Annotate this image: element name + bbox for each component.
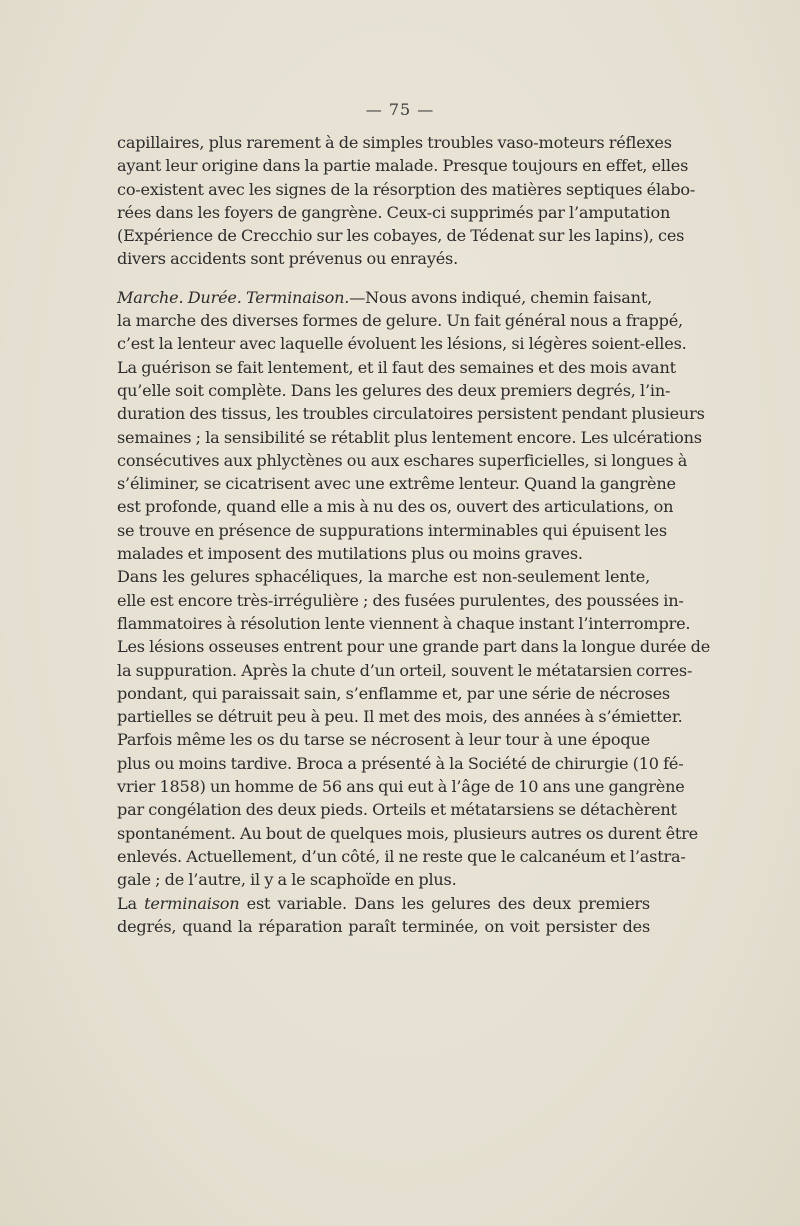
text-line: consécutives aux phlyctènes ou aux eschares superficielles, si longues à: [117, 450, 688, 470]
text-line: se trouve en présence de suppurations interminables qui épuisent les: [117, 520, 667, 540]
text-line: flammatoires à résolution lente viennent à chaque instant l’interrompre.: [117, 613, 691, 633]
text-line: enlevés. Actuellement, d’un côté, il ne reste que le calcanéum et l’astra-: [117, 846, 686, 866]
text-line: divers accidents sont prévenus ou enrayés.: [117, 249, 459, 269]
italic-term: terminaison: [144, 893, 240, 913]
text-line: [117, 892, 650, 915]
text-line: La guérison se fait lentement, et il faut des semaines et des mois avant: [117, 357, 676, 377]
text-line: c’est la lenteur avec laquelle évoluent les lésions, si légères soient-elles.: [117, 334, 687, 354]
page-number: — 75 —: [365, 100, 435, 119]
text-line: la marche des diverses formes de gelure. Un fait général nous a frappé,: [117, 311, 683, 331]
text-line: est profonde, quand elle a mis à nu des os, ouvert des articulations, on: [117, 497, 674, 517]
text-line: capillaires, plus rarement à de simples troubles vaso-moteurs réflexes: [117, 133, 672, 152]
text-line: co-existent avec les signes de la résorption des matières septiques élabo-: [117, 179, 696, 199]
text-line: qu’elle soit complète. Dans les gelures des deux premiers degrés, l’in-: [117, 380, 671, 400]
text-line: Dans les gelures sphacéliques, la marche est non-seulement lente,: [117, 567, 650, 587]
text-line: par congélation des deux pieds. Orteils et métatarsiens se détachèrent: [117, 800, 677, 820]
section-heading: Marche. Durée. Terminaison.: [117, 287, 350, 307]
text-line: semaines ; la sensibilité se rétablit plus lentement encore. Les ulcérations: [117, 427, 702, 447]
paragraph-gap: [117, 271, 650, 286]
paragraph: [117, 131, 696, 271]
text-line: duration des tissus, les troubles circulatoires persistent pendant plusieurs: [117, 404, 705, 424]
paragraph: [117, 892, 650, 939]
text-line: [117, 286, 653, 309]
text-line: Parfois même les os du tarse se nécrosent à leur tour à une époque: [117, 730, 650, 750]
text-span: La: [117, 893, 145, 913]
text-line: plus ou moins tardive. Broca a présenté à la Société de chirurgie (10 fé-: [117, 753, 684, 773]
text-line: la suppuration. Après la chute d’un orteil, souvent le métatarsien corres-: [117, 660, 693, 680]
paragraph: [117, 565, 711, 891]
text-line: partielles se détruit peu à peu. Il met des mois, des années à s’émietter.: [117, 707, 683, 727]
text-line: degrés, quand la réparation paraît terminée, on voit persister des: [117, 916, 650, 936]
text-line: Les lésions osseuses entrent pour une grande part dans la longue durée de: [117, 637, 711, 657]
text-span: —Nous avons indiqué, chemin faisant,: [349, 287, 653, 307]
paragraph: [117, 286, 705, 566]
text-line: gale ; de l’autre, il y a le scaphoïde en plus.: [117, 870, 457, 890]
text-line: vrier 1858) un homme de 56 ans qui eut à l’âge de 10 ans une gangrène: [117, 777, 685, 797]
text-line: rées dans les foyers de gangrène. Ceux-ci supprimés par l’amputation: [117, 202, 671, 222]
text-line: malades et imposent des mutilations plus ou moins graves.: [117, 544, 583, 564]
text-line: elle est encore très-irrégulière ; des fusées purulentes, des poussées in-: [117, 590, 684, 610]
text-line: (Expérience de Crecchio sur les cobayes, de Tédenat sur les lapins), ces: [117, 226, 685, 246]
text-span: est variable. Dans les gelures des deux premiers: [239, 893, 650, 913]
body-text: [117, 131, 711, 938]
text-line: s’éliminer, se cicatrisent avec une extrême lenteur. Quand la gangrène: [117, 474, 676, 494]
text-line: spontanément. Au bout de quelques mois, plusieurs autres os durent être: [117, 823, 698, 843]
text-line: ayant leur origine dans la partie malade. Presque toujours en effet, elles: [117, 156, 689, 176]
text-line: pondant, qui paraissait sain, s’enflamme et, par une série de nécroses: [117, 683, 670, 703]
